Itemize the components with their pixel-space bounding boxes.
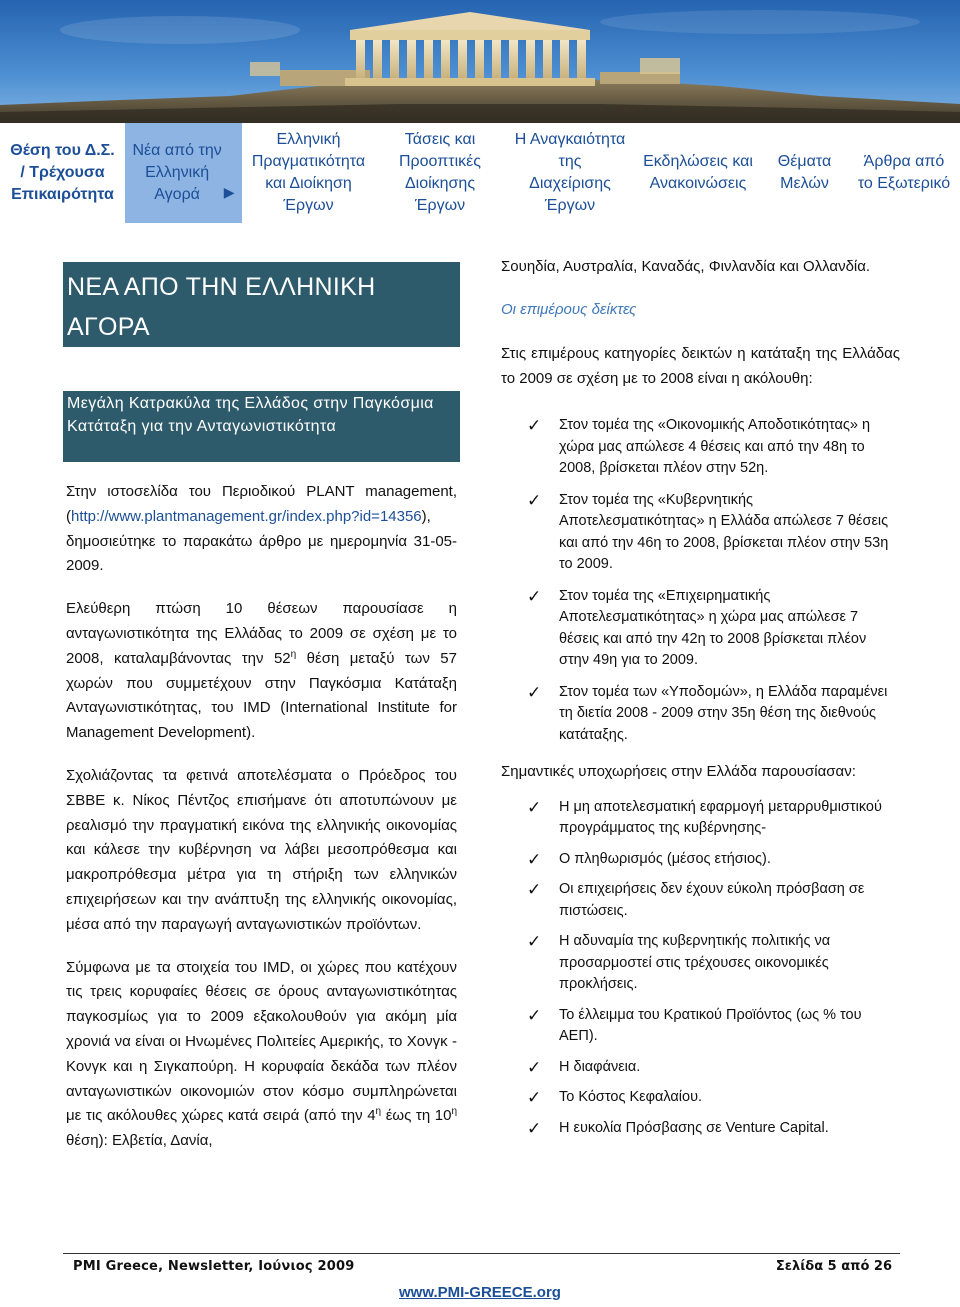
paragraph-text: έως τη 10 [381,1107,452,1125]
top-navigation [0,123,960,223]
checkmark-icon: ✓ [527,797,542,817]
paragraph-text: θέση μεταξύ των 57 χωρών που συμμετέχουν στην Παγκόσμια Κατάταξη Ανταγωνιστικότητας, του IMD (International Institute for Management Development). [66,649,457,742]
footer-website-link[interactable]: www.PMI-GREECE.org [399,1284,561,1301]
nav-item-board-position[interactable] [0,123,125,223]
nav-item-label: Θέματα Μελών [777,153,832,192]
nav-item-label: Άρθρα από το Εξωτερικό [857,153,951,192]
footer-divider [63,1253,900,1254]
list-item-text: Ο πληθωρισμός (μέσος ετήσιος). [559,850,771,867]
superscript: η [451,1106,457,1118]
superscript: η [290,648,297,660]
nav-item-member-topics[interactable] [761,123,848,223]
list-item [501,849,900,871]
list-item-text: Στον τομέα των «Υποδομών», η Ελλάδα παραμένει τη διετία 2008 - 2009 στην 35η θέση της διεθνούς κατάταξης. [559,683,888,743]
nav-item-greek-market-news[interactable] [125,123,242,223]
list-item-text: Στον τομέα της «Επιχειρηματικής Αποτελεσματικότητας» η χώρα μας απώλεσε 7 θέσεις και από την 42η το 2008 βρίσκεται πλέον στην 49η για το 2009. [559,587,867,668]
play-arrow-icon: ▶ [223,184,235,200]
article-right-column [501,255,900,1148]
paragraph-text: Ελεύθερη πτώση 10 θέσεων παρουσίασε η ανταγωνιστικότητα της Ελλάδας το 2009 σε σχέση με το 2008, καταλαμβάνοντας την 52 [66,600,457,667]
nav-item-label: Θέση του Δ.Σ. / Τρέχουσα Επικαιρότητα [10,142,115,203]
source-link[interactable]: http://www.plantmanagement.gr/index.php?id=14356 [71,507,422,525]
paragraph-text: θέση): Ελβετία, Δανία, [66,1132,213,1150]
list-item-text: Η αδυναμία της κυβερνητικής πολιτικής να προσαρμοστεί στις τρέχουσες οικονομικές προκλήσεις. [559,933,831,992]
nav-item-trends[interactable] [375,123,505,223]
checkmark-icon: ✓ [527,416,542,435]
list-item-text: Στον τομέα της «Κυβερνητικής Αποτελεσματικότητας» η Ελλάδα απώλεσε 7 θέσεις και από την 46η το 2008, βρίσκεται πλέον στην 53η το 2009. [559,491,889,572]
weaknesses-heading: Σημαντικές υποχωρήσεις στην Ελλάδα παρουσίασαν: [501,763,856,780]
list-item-text: Οι επιχειρήσεις δεν έχουν εύκολη πρόσβαση σε πιστώσεις. [559,881,865,919]
footer-newsletter-info: PMI Greece, Newsletter, Ιούνιος 2009 [73,1259,355,1274]
nav-item-label: Η Αναγκαιότητα της Διαχείρισης Έργων [514,131,626,214]
list-item [501,586,900,672]
section-heading [63,262,460,347]
nav-item-necessity[interactable] [505,123,635,223]
weaknesses-list [501,797,900,1140]
checkmark-icon: ✓ [527,1005,542,1025]
section-heading-line1: ΝΕΑ ΑΠΟ ΤΗΝ ΕΛΛΗΝΙΚΗ [67,273,376,301]
checkmark-icon: ✓ [527,932,542,951]
article-paragraph-2: Σχολιάζοντας τα φετινά αποτελέσματα ο Πρόεδρος του ΣΒΒΕ κ. Νίκος Πέντζος επισήμανε ότι αποτυπώνουν με ρεαλισμό την πραγματική εικόνα της ελληνικής οικονομίας και κάλεσε την κυβέρνηση να λάβει μεσοπρόθεσμα και μακροπρόθεσμα μέτρα για τη στήριξη των ελληνικών επιχειρήσεων και την ανάπτυξη της ελληνικής οικονομίας, μέσα από την παραγωγή ανταγωνιστικών προϊόντων. [66,766,457,933]
nav-item-foreign-articles[interactable] [848,123,960,223]
article-left-column [66,480,457,1172]
list-item [501,931,900,996]
checkmark-icon: ✓ [527,880,542,899]
checkmark-icon: ✓ [527,586,542,606]
list-item-text: Το έλλειμμα του Κρατικού Προϊόντος (ως % του ΑΕΠ). [559,1006,862,1044]
list-item [501,1057,900,1079]
article-paragraph-indices-intro: Στις επιμέρους κατηγορίες δεικτών η κατάταξη της Ελλάδας το 2009 σε σχέση με το 2008 είναι η ακόλουθη: [501,345,900,387]
article-paragraph-continuation: Σουηδία, Αυστραλία, Καναδάς, Φινλανδία και Ολλανδία. [501,258,871,275]
nav-item-greek-reality[interactable] [242,123,375,223]
list-item-text: Το Κόστος Κεφαλαίου. [559,1089,703,1105]
list-item-text: Η διαφάνεια. [559,1058,641,1075]
intro-text-end: ), δημοσιεύτηκε το παρακάτω άρθρο με ημερομηνία 31-05-2009. [66,507,457,575]
list-item-text: Η ευκολία Πρόσβασης σε Venture Capital. [559,1119,829,1136]
list-item [501,1118,900,1140]
checkmark-icon: ✓ [527,682,542,702]
checkmark-icon: ✓ [527,1057,542,1077]
nav-item-label: Τάσεις και Προοπτικές Διοίκησης Έργων [399,131,481,214]
subheading-indices: Οι επιμέρους δείκτες [501,300,637,318]
header-banner-image [0,0,960,123]
nav-item-label: Νέα από την Ελληνική Αγορά [132,142,222,203]
paragraph-text: Σύμφωνα με τα στοιχεία του IMD, οι χώρες που κατέχουν τις τρεις κορυφαίες θέσεις σε όρους ανταγωνιστικότητας παγκοσμίως για το 2009 εξακολουθούν για ακόμη μία χρονιά να είναι οι Ηνωμένες Πολιτείες Αμερικής, το Χονγκ - Κονγκ και η Σιγκαπούρη. Η κορυφαία δεκάδα των πλέον ανταγωνιστικών οικονομιών στον κόσμο συμπληρώνεται με τις ακόλουθες χώρες κατά σειρά (από την 4 [66,958,457,1125]
nav-item-label: Εκδηλώσεις και Ανακοινώσεις [643,153,753,192]
article-paragraph-3 [66,956,457,1154]
checkmark-icon: ✓ [527,1118,542,1138]
list-item [501,1087,900,1109]
indices-list [501,415,900,746]
list-item-text: Η μη αποτελεσματική εφαρμογή μεταρρυθμιστικού προγράμματος της κυβέρνησης- [559,798,882,836]
checkmark-icon: ✓ [527,1088,542,1107]
section-heading-line2: ΑΓΟΡΑ [67,313,150,341]
footer-page-number: Σελίδα 5 από 26 [775,1259,892,1274]
nav-item-events[interactable] [635,123,761,223]
article-paragraph-1 [66,597,457,746]
list-item [501,415,900,480]
acropolis-illustration [0,0,960,123]
nav-item-label: Ελληνική Πραγματικότητα και Διοίκηση Έργων [251,131,366,214]
checkmark-icon: ✓ [527,490,542,510]
list-item [501,1005,900,1048]
list-item [501,490,900,576]
article-title: Μεγάλη Κατρακύλα της Ελλάδος στην Παγκόσμια Κατάταξη για την Ανταγωνιστικότητα [63,391,460,462]
list-item [501,682,900,747]
list-item [501,797,900,840]
article-intro [66,480,457,579]
list-item-text: Στον τομέα της «Οικονομικής Αποδοτικότητας» η χώρα μας απώλεσε 4 θέσεις και από την 48η το 2008, βρίσκεται πλέον στην 52η. [559,417,871,476]
checkmark-icon: ✓ [527,849,542,869]
list-item [501,879,900,922]
superscript: η [375,1106,382,1118]
intro-text: Στην ιστοσελίδα του Περιοδικού PLANT management,( [66,483,457,525]
